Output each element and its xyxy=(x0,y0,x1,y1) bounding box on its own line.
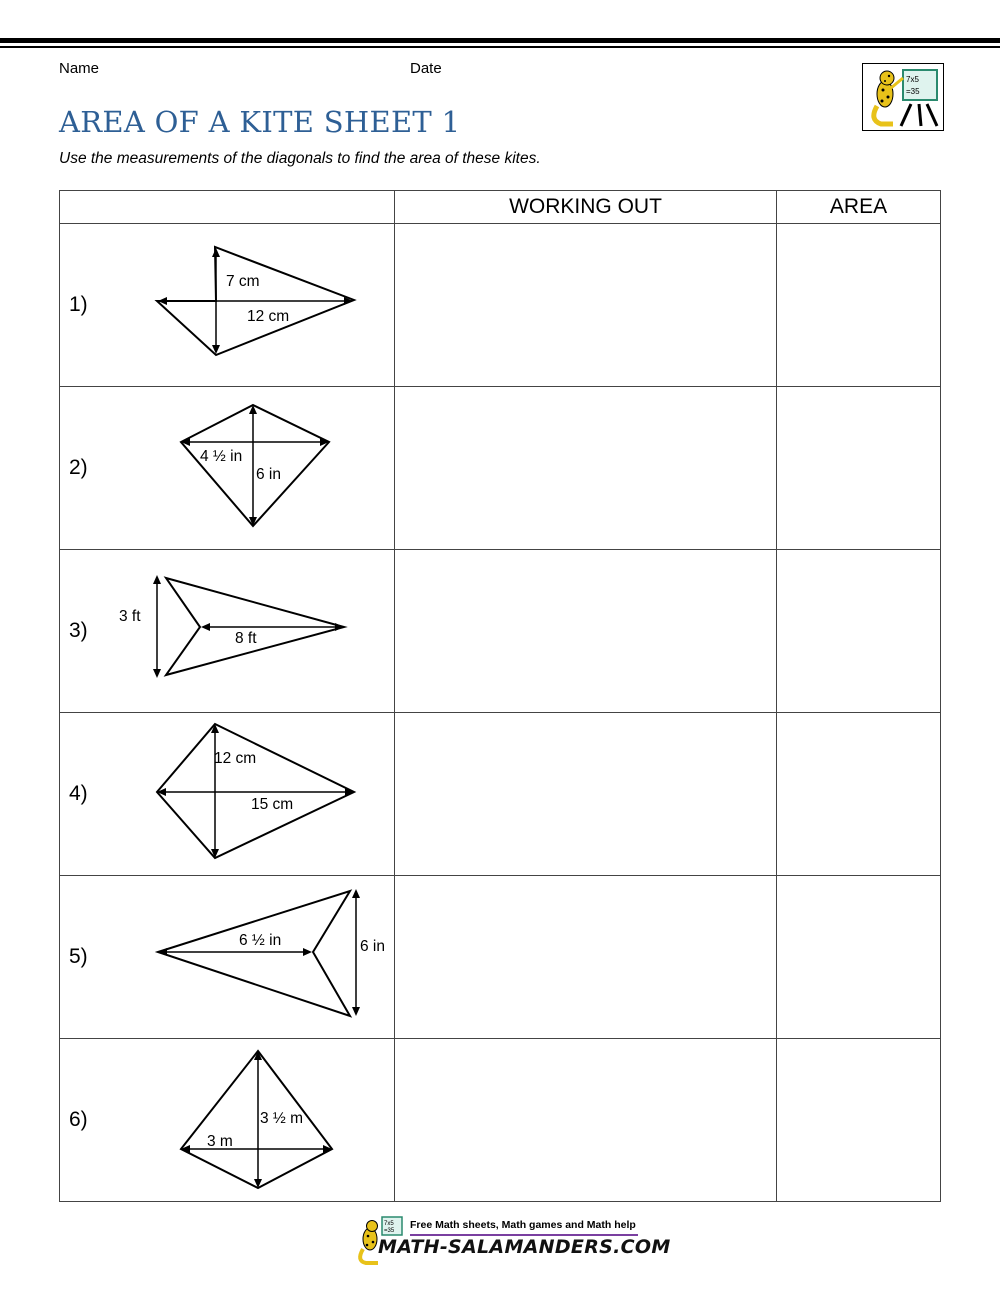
kite-diagram xyxy=(60,224,395,386)
kite-label: 3 ½ m xyxy=(260,1110,304,1127)
question-cell xyxy=(60,713,395,876)
footer-site-name[interactable]: MATH-SALAMANDERS.COM xyxy=(378,1236,671,1258)
svg-text:7x5: 7x5 xyxy=(384,1221,394,1227)
question-row xyxy=(60,550,941,713)
kite-diagram xyxy=(60,550,395,712)
question-number: 2) xyxy=(69,456,88,479)
kite-label: 15 cm xyxy=(251,796,294,813)
kite-label: 12 cm xyxy=(214,750,257,767)
svg-text:=35: =35 xyxy=(906,87,920,96)
header-cell-area: AREA xyxy=(777,191,941,224)
header-cell-question xyxy=(60,191,395,224)
kite-label: 4 ½ in xyxy=(200,448,243,465)
area-cell[interactable] xyxy=(777,550,941,713)
question-cell xyxy=(60,876,395,1039)
question-row xyxy=(60,224,941,387)
kite-diagram xyxy=(60,876,395,1038)
svg-text:=35: =35 xyxy=(384,1228,395,1234)
area-cell[interactable] xyxy=(777,713,941,876)
question-row xyxy=(60,1039,941,1202)
question-cell xyxy=(60,224,395,387)
question-number: 3) xyxy=(69,619,88,642)
question-row xyxy=(60,876,941,1039)
question-row xyxy=(60,387,941,550)
kite-diagram xyxy=(60,713,395,875)
name-label: Name xyxy=(59,60,100,77)
kite-label: 12 cm xyxy=(247,308,290,325)
question-cell xyxy=(60,1039,395,1202)
svg-text:7x5: 7x5 xyxy=(906,75,919,84)
question-cell xyxy=(60,387,395,550)
kite-label: 3 m xyxy=(207,1133,233,1150)
page-title: AREA OF A KITE SHEET 1 xyxy=(59,105,461,139)
question-number: 6) xyxy=(69,1108,88,1131)
kite-label: 7 cm xyxy=(226,273,260,290)
area-cell[interactable] xyxy=(777,224,941,387)
date-label: Date xyxy=(410,60,442,77)
working-out-cell[interactable] xyxy=(395,1039,777,1202)
question-number: 1) xyxy=(69,293,88,316)
question-cell xyxy=(60,550,395,713)
area-cell[interactable] xyxy=(777,1039,941,1202)
question-number: 5) xyxy=(69,945,88,968)
working-out-cell[interactable] xyxy=(395,224,777,387)
salamander-logo xyxy=(862,63,944,131)
top-rule-thick xyxy=(0,38,1000,43)
working-out-cell[interactable] xyxy=(395,876,777,1039)
kite-label: 6 ½ in xyxy=(239,932,282,949)
header-row xyxy=(60,191,941,224)
kite-diagram xyxy=(60,1039,395,1201)
worksheet-table xyxy=(59,190,941,1202)
kite-label: 6 in xyxy=(360,938,385,955)
working-out-cell[interactable] xyxy=(395,387,777,550)
kite-label: 8 ft xyxy=(235,630,257,647)
working-out-cell[interactable] xyxy=(395,550,777,713)
top-rule-thin xyxy=(0,46,1000,48)
area-cell[interactable] xyxy=(777,387,941,550)
question-row xyxy=(60,713,941,876)
question-number: 4) xyxy=(69,782,88,805)
kite-diagram xyxy=(60,387,395,549)
area-cell[interactable] xyxy=(777,876,941,1039)
kite-label: 6 in xyxy=(256,466,281,483)
working-out-cell[interactable] xyxy=(395,713,777,876)
instructions: Use the measurements of the diagonals to find the area of these kites. xyxy=(59,150,541,167)
header-cell-working-out: WORKING OUT xyxy=(395,191,777,224)
footer-tagline: Free Math sheets, Math games and Math help xyxy=(410,1219,636,1231)
footer-logo[interactable] xyxy=(350,1215,671,1267)
kite-label: 3 ft xyxy=(119,608,141,625)
